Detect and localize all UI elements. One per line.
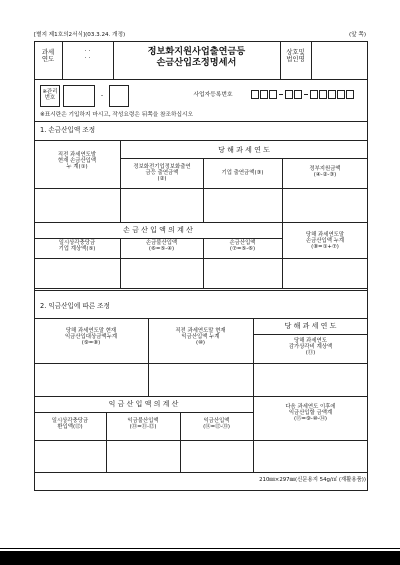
biz-reg-number-boxes[interactable] <box>251 90 361 100</box>
section1-heading: 1. 손금산입액 조정 <box>40 126 96 134</box>
col-income-nonincluded: 익금불산입액 (⑬=⑪-⑫) <box>127 418 159 431</box>
company-name-field[interactable] <box>312 42 367 78</box>
group-current-year-1: 당 해 과 세 연 도 <box>218 146 270 154</box>
biz-reg-label: 사업자등록번호 <box>193 92 233 98</box>
control-number-label: ※관리 번호 <box>42 89 58 102</box>
col-corp-contribution: 기업 출연금액(③) <box>221 170 264 176</box>
col-depr-reserve: 일시상각충당금 기업 계상액(⑤) <box>58 240 96 253</box>
col-reserve-reversal: 일시상각충당금 환입액(⑫) <box>51 418 89 431</box>
col-year-end-cumulative: 당해 과세연도말 손금산입액 누계 (⑧=①+⑦) <box>305 232 345 251</box>
col-depreciation: 당해 과세연도 감가상각비 계상액 (⑪) <box>288 338 333 357</box>
col-prior-cumulative: 직전 과세연도발 현재 손금산입액 누 계(①) <box>57 152 97 171</box>
company-name-label: 상호및 법인명 <box>286 48 305 64</box>
col-income-target: 당해 과세연도말 현재 익금산입대상금액누계 (⑨=⑧) <box>64 328 118 347</box>
form-title: 정보화지원사업출연금등 손금산입조정명세서 <box>147 46 246 69</box>
col-info-contribution: 정보화전기업정보화출연 금등 출연금액 (②) <box>133 164 191 183</box>
page-side-label: (앞 쪽) <box>349 32 366 38</box>
control-number-field-1[interactable] <box>63 85 95 107</box>
calc-heading-2: 익 금 산 입 액 의 계 산 <box>108 400 179 408</box>
col-gov-subsidy: 정부지원금액 (④-②-③) <box>309 166 341 179</box>
calc-heading-1: 손 금 산 입 액 의 계 산 <box>123 226 193 234</box>
page-bottom-bar <box>0 551 400 565</box>
col-prior-income-cumulative: 직전 과세연도말 현재 익금산입액 누계 (⑩) <box>175 328 226 347</box>
paper-spec-footer: 210㎜×297㎜(신문용지 54g/㎡ (재활용품)) <box>259 477 366 483</box>
page-edge-line <box>0 548 400 549</box>
col-next-year-amount: 다음 과세연도 이후에 익금산입할 금액계 (⑮=⑨-⑩-⑭) <box>285 404 336 423</box>
instruction-note: ※표시란은 기입하지 마시고, 작성요령은 뒤쪽을 참조하십시오 <box>40 112 193 118</box>
col-deductible: 손금산입액 (⑦=⑤-⑥) <box>229 240 256 253</box>
control-number-field-2[interactable] <box>109 85 129 107</box>
tax-year-label: 과세 연도 <box>41 48 55 64</box>
control-number-dash: - <box>100 91 104 99</box>
col-income-included: 익금산입액 (⑭=⑫-⑬) <box>203 418 230 431</box>
tax-year-value[interactable]: · · · · <box>84 48 91 62</box>
col-nondeductible: 손금불산입액 (⑥=⑤-④) <box>145 240 178 253</box>
section2-heading: 2. 익금산입에 따른 조정 <box>40 302 110 310</box>
group-current-year-2: 당 해 과 세 연 도 <box>284 322 337 330</box>
form-number: [별지 제1호의2서식](03.3.24. 개정) <box>34 32 126 38</box>
